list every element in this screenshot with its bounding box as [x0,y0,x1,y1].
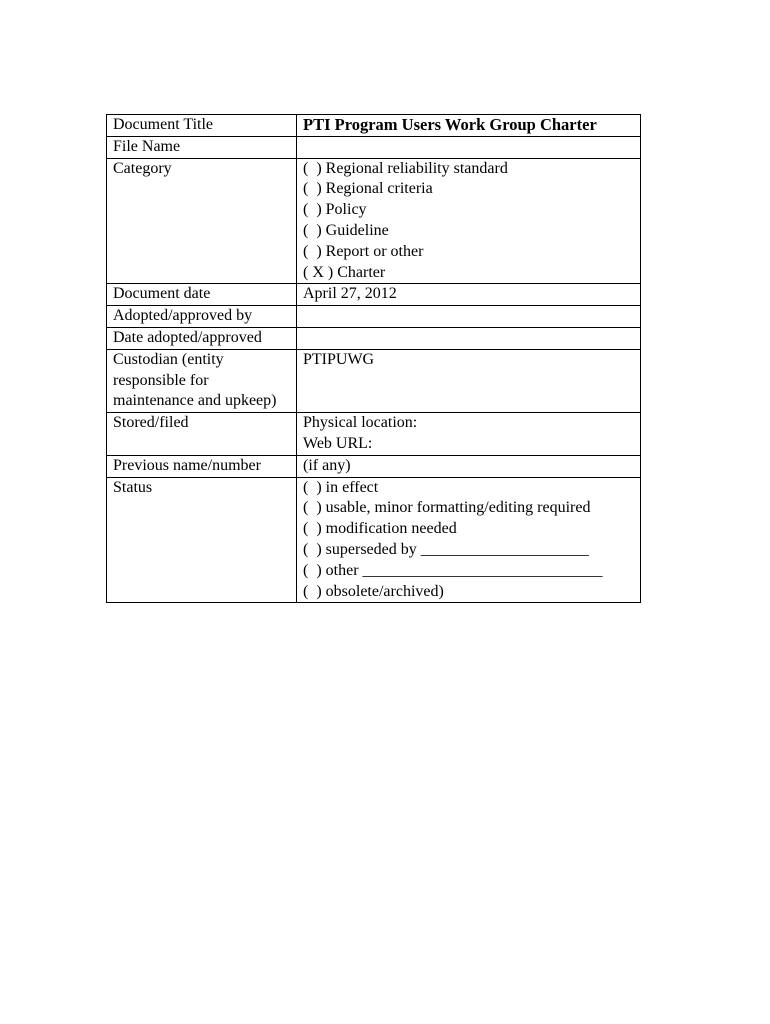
stored-web-url: Web URL: [303,434,373,452]
row-file-name [107,136,641,158]
row-category [107,158,641,284]
row-previous-name [107,455,641,477]
adopted-by-value [297,306,641,328]
row-document-title [107,115,641,137]
row-date-adopted [107,327,641,349]
custodian-label [107,349,297,412]
status-option-in-effect: ( ) in effect [303,478,379,496]
row-custodian [107,349,641,412]
document-date-value: April 27, 2012 [297,284,641,306]
category-label: Category [107,158,297,284]
file-name-value [297,136,641,158]
category-option-charter: ( X ) Charter [303,263,386,281]
status-option-obsolete: ( ) obsolete/archived) [303,582,444,600]
status-label: Status [107,477,297,603]
category-option-regional-reliability-standard: ( ) Regional reliability standard [303,159,508,177]
status-option-usable: ( ) usable, minor formatting/editing required [303,499,591,517]
category-option-guideline: ( ) Guideline [303,221,389,239]
previous-name-label: Previous name/number [107,455,297,477]
stored-label: Stored/filed [107,413,297,456]
custodian-value: PTIPUWG [297,349,641,412]
row-document-date [107,284,641,306]
document-info-table [106,114,641,603]
date-adopted-value [297,327,641,349]
status-option-superseded: ( ) superseded by _____________________ [303,540,589,558]
document-title-value: PTI Program Users Work Group Charter [297,115,641,137]
adopted-by-label: Adopted/approved by [107,306,297,328]
row-adopted-by [107,306,641,328]
row-status [107,477,641,603]
category-option-policy: ( ) Policy [303,201,367,219]
status-options [297,477,641,603]
document-date-label: Document date [107,284,297,306]
category-option-report-or-other: ( ) Report or other [303,242,424,260]
status-option-modification-needed: ( ) modification needed [303,520,457,538]
custodian-label-text: Custodian (entity responsible for maintenance and upkeep) [113,350,277,410]
category-option-regional-criteria: ( ) Regional criteria [303,180,433,198]
stored-physical-location: Physical location: [303,414,418,432]
stored-values [297,413,641,456]
date-adopted-label: Date adopted/approved [107,327,297,349]
category-options [297,158,641,284]
file-name-label: File Name [107,136,297,158]
row-stored [107,413,641,456]
status-option-other: ( ) other ______________________________ [303,561,603,579]
previous-name-value: (if any) [297,455,641,477]
document-title-label: Document Title [107,115,297,137]
